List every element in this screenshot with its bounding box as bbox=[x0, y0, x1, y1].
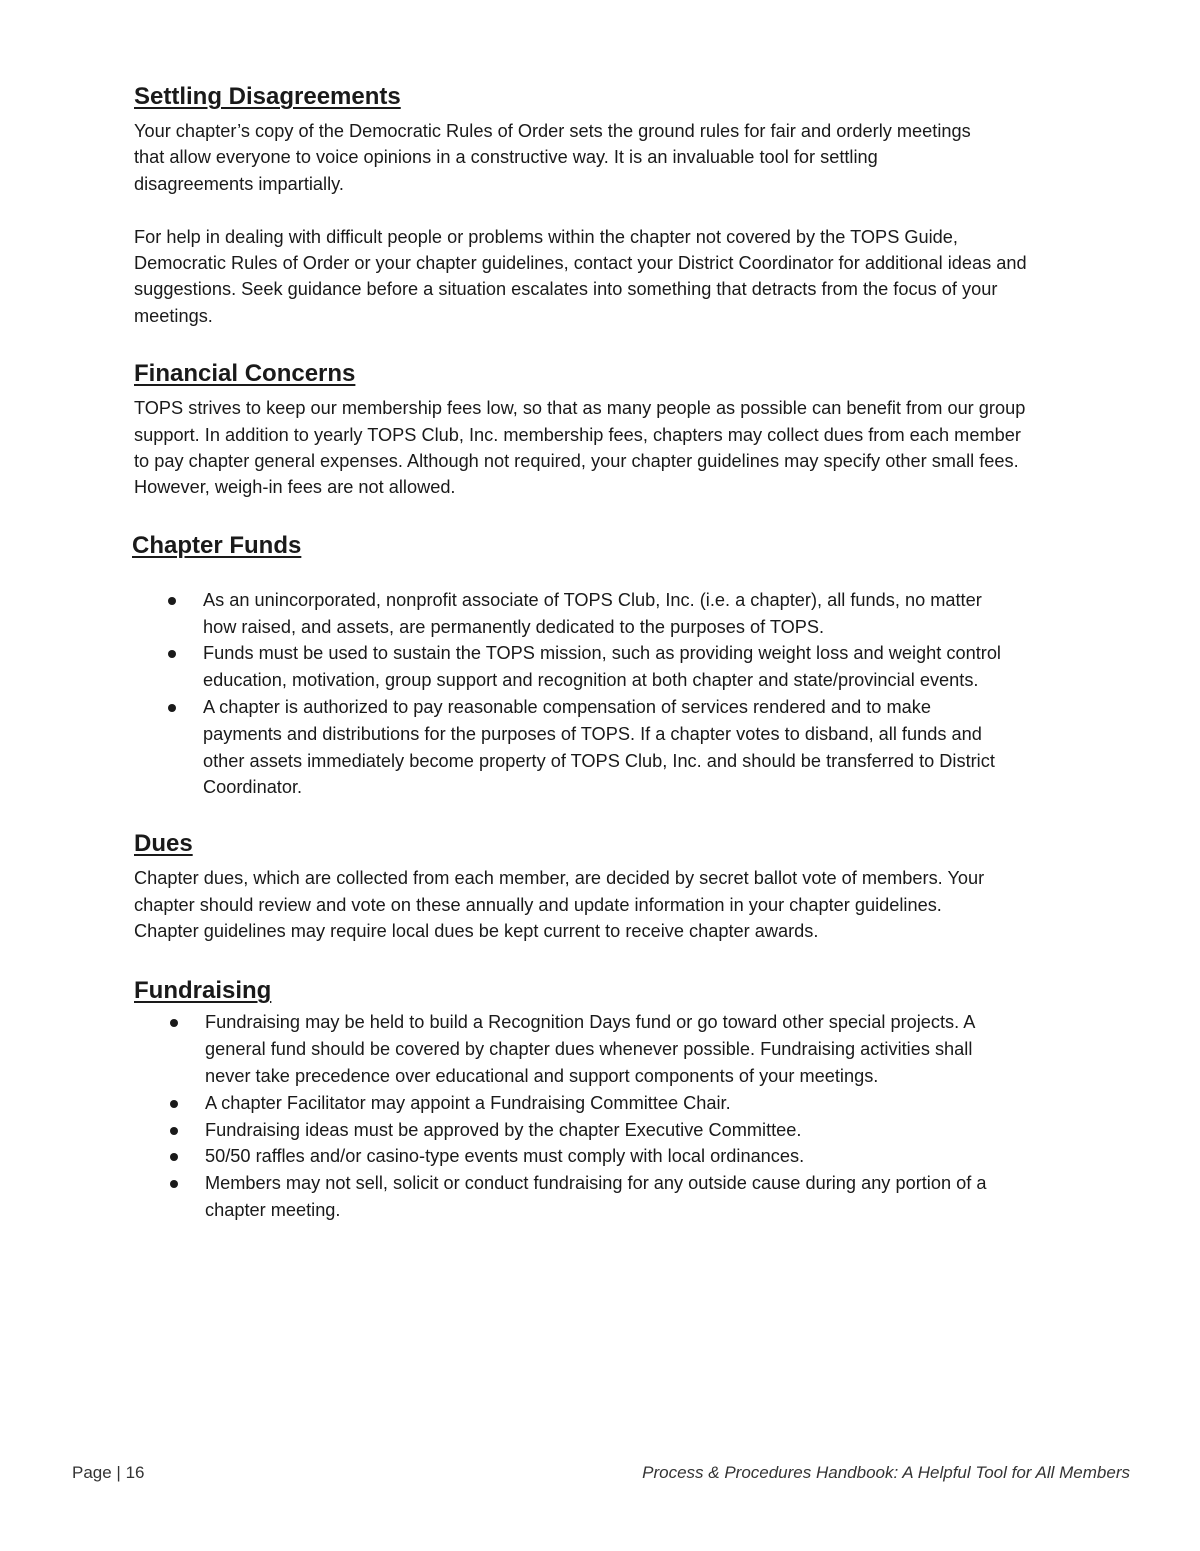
paragraph: TOPS strives to keep our membership fees low, so that as many people as possible can benefit from our group support. In addition to yearly TOPS Club, Inc. membership fees, chapters may collect dues from each member to pay chapter general expenses. Although not required, your chapter guidelines may specify other small fees. However, weigh-in fees are not allowed. bbox=[134, 398, 1026, 498]
list-item bbox=[132, 587, 1002, 641]
section-heading: Financial Concerns bbox=[134, 360, 356, 388]
list-item-text: Fundraising may be held to build a Recognition Days fund or go toward other special projects. A general fund should be covered by chapter dues whenever possible. Fundraising activities shall never take precedence over educational and support components of your meetings. bbox=[205, 1012, 975, 1087]
list-item bbox=[132, 694, 1002, 801]
paragraph: Your chapter’s copy of the Democratic Rules of Order sets the ground rules for fair and orderly meetings that allow everyone to voice opinions in a constructive way. It is an invaluable tool for settling disagreements impartially. bbox=[134, 121, 971, 194]
bullet-list bbox=[134, 1009, 1014, 1223]
bullet-icon bbox=[168, 597, 176, 605]
list-item bbox=[134, 1117, 1014, 1144]
list-item-text: As an unincorporated, nonprofit associate of TOPS Club, Inc. (i.e. a chapter), all funds, no matter how raised, and assets, are permanently dedicated to the purposes of TOPS. bbox=[203, 589, 982, 637]
list-item bbox=[134, 1009, 1014, 1089]
list-item bbox=[134, 1090, 1014, 1117]
section-financial-concerns bbox=[134, 359, 1064, 501]
list-item-text: 50/50 raffles and/or casino-type events must comply with local ordinances. bbox=[205, 1146, 805, 1167]
section-settling-disagreements bbox=[134, 82, 1064, 329]
document-title: Process & Procedures Handbook: A Helpful Tool for All Members bbox=[642, 1463, 1130, 1482]
bullet-icon bbox=[170, 1153, 178, 1161]
list-item-text: Fundraising ideas must be approved by the chapter Executive Committee. bbox=[205, 1119, 802, 1140]
list-item bbox=[132, 640, 1002, 694]
section-fundraising bbox=[134, 976, 1064, 1223]
section-heading: Settling Disagreements bbox=[134, 83, 401, 110]
list-item bbox=[134, 1170, 1014, 1224]
list-item-text: Funds must be used to sustain the TOPS mission, such as providing weight loss and weight control education, motivation, group support and recognition at both chapter and state/provincial events. bbox=[203, 643, 1001, 691]
section-heading: Fundraising bbox=[134, 977, 272, 1005]
section-dues bbox=[134, 829, 1064, 944]
bullet-icon bbox=[168, 704, 176, 712]
bullet-icon bbox=[170, 1019, 178, 1027]
section-chapter-funds bbox=[132, 531, 1064, 801]
paragraph: Chapter dues, which are collected from each member, are decided by secret ballot vote of members. Your chapter should review and vote on these annually and update information in your chapter guidelines. Chapter guidelines may require local dues be kept current to receive chapter awards. bbox=[134, 868, 985, 942]
bullet-icon bbox=[170, 1127, 178, 1135]
section-heading: Dues bbox=[134, 830, 193, 858]
list-item bbox=[134, 1143, 1014, 1170]
bullet-icon bbox=[168, 650, 176, 658]
list-item-text: Members may not sell, solicit or conduct fundraising for any outside cause during any portion of a chapter meeting. bbox=[205, 1173, 987, 1221]
bullet-icon bbox=[170, 1100, 178, 1108]
section-heading: Chapter Funds bbox=[132, 531, 302, 559]
paragraph: For help in dealing with difficult people or problems within the chapter not covered by the TOPS Guide, Democratic Rules of Order or your chapter guidelines, contact your District Coordinator for additional ideas and suggestions. Seek guidance before a situation escalates into something that detracts from the focus of your meetings. bbox=[134, 226, 1027, 326]
list-item-text: A chapter Facilitator may appoint a Fundraising Committee Chair. bbox=[205, 1092, 731, 1113]
bullet-list bbox=[132, 587, 1002, 801]
document-body bbox=[134, 82, 1064, 1224]
list-item-text: A chapter is authorized to pay reasonable compensation of services rendered and to make payments and distributions for the purposes of TOPS. If a chapter votes to disband, all funds and other assets immediately become property of TOPS Club, Inc. and should be transferred to District Coordinator. bbox=[203, 697, 995, 798]
bullet-icon bbox=[170, 1180, 178, 1188]
page-number: Page | 16 bbox=[72, 1463, 145, 1482]
